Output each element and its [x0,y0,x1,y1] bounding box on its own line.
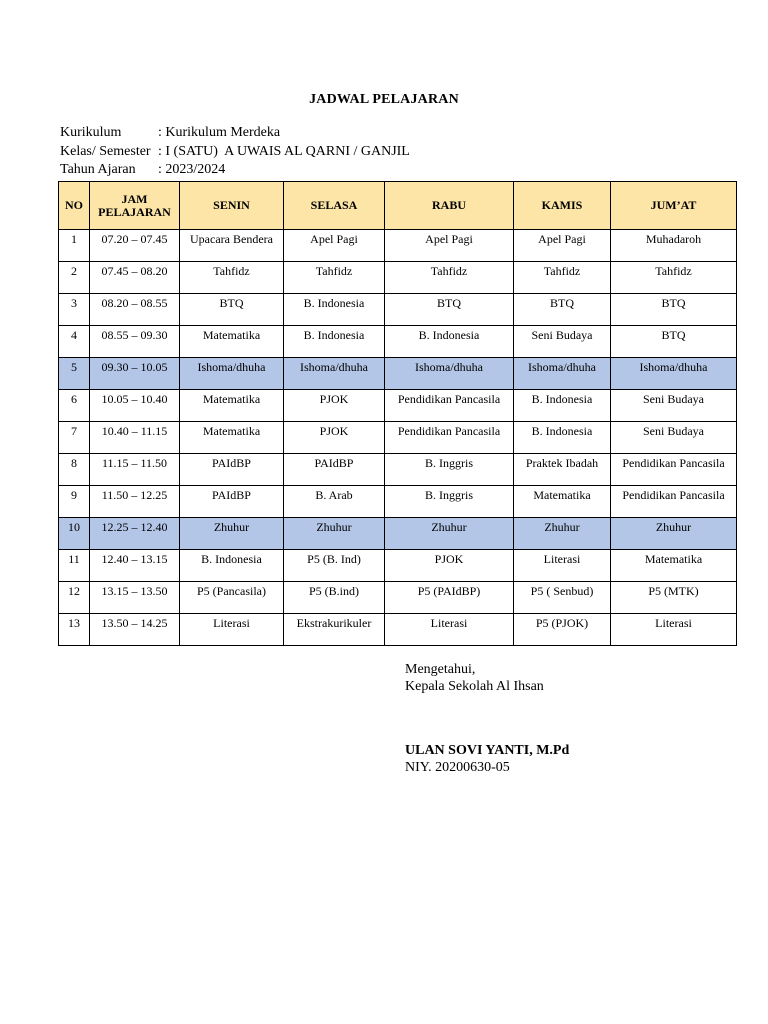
cell-jam: 07.20 – 07.45 [90,230,180,262]
cell-senin: BTQ [180,294,284,326]
table-row [59,518,737,550]
cell-senin: Tahfidz [180,262,284,294]
table-row [59,550,737,582]
cell-senin: Matematika [180,422,284,454]
cell-jam: 08.55 – 09.30 [90,326,180,358]
signature-name: ULAN SOVI YANTI, M.Pd [405,743,570,758]
cell-rabu: Pendidikan Pancasila [385,390,514,422]
table-row [59,358,737,390]
cell-jumat: Muhadaroh [611,230,737,262]
cell-no: 5 [59,358,90,390]
cell-no: 9 [59,486,90,518]
header-kamis: KAMIS [514,182,611,230]
header-jumat: JUM’AT [611,182,737,230]
cell-rabu: Ishoma/dhuha [385,358,514,390]
cell-jam: 13.15 – 13.50 [90,582,180,614]
cell-selasa: Zhuhur [284,518,385,550]
page-title: JADWAL PELAJARAN [309,92,459,107]
cell-jumat: Matematika [611,550,737,582]
cell-jam: 11.15 – 11.50 [90,454,180,486]
cell-jumat: Pendidikan Pancasila [611,486,737,518]
cell-kamis: P5 (PJOK) [514,614,611,646]
cell-no: 4 [59,326,90,358]
cell-kamis: Ishoma/dhuha [514,358,611,390]
cell-rabu: B. Indonesia [385,326,514,358]
cell-jam: 11.50 – 12.25 [90,486,180,518]
signature-line1: Mengetahui, [405,662,476,677]
cell-no: 7 [59,422,90,454]
cell-no: 1 [59,230,90,262]
meta-row-kelas [60,143,410,162]
cell-selasa: P5 (B. Ind) [284,550,385,582]
cell-rabu: Zhuhur [385,518,514,550]
cell-kamis: B. Indonesia [514,390,611,422]
cell-senin: P5 (Pancasila) [180,582,284,614]
cell-senin: Ishoma/dhuha [180,358,284,390]
table-row [59,614,737,646]
table-row [59,230,737,262]
cell-kamis: Seni Budaya [514,326,611,358]
signature-block [405,661,544,695]
cell-jumat: P5 (MTK) [611,582,737,614]
cell-selasa: PJOK [284,422,385,454]
cell-no: 11 [59,550,90,582]
signature-niy: NIY. 20200630-05 [405,760,510,775]
cell-selasa: P5 (B.ind) [284,582,385,614]
cell-jam: 09.30 – 10.05 [90,358,180,390]
cell-senin: Matematika [180,390,284,422]
cell-no: 3 [59,294,90,326]
header-rabu: RABU [385,182,514,230]
table-row [59,422,737,454]
cell-jumat: Tahfidz [611,262,737,294]
cell-selasa: Apel Pagi [284,230,385,262]
cell-jumat: Ishoma/dhuha [611,358,737,390]
cell-no: 2 [59,262,90,294]
cell-jam: 07.45 – 08.20 [90,262,180,294]
cell-rabu: B. Inggris [385,454,514,486]
meta-value: : I (SATU) A UWAIS AL QARNI / GANJIL [158,143,410,159]
cell-selasa: PJOK [284,390,385,422]
meta-info [60,124,410,180]
table-row [59,390,737,422]
cell-kamis: Literasi [514,550,611,582]
cell-selasa: Ishoma/dhuha [284,358,385,390]
table-row [59,294,737,326]
cell-jumat: Seni Budaya [611,422,737,454]
table-row [59,582,737,614]
meta-row-kurikulum [60,124,410,143]
meta-label: Tahun Ajaran [60,162,136,177]
cell-jam: 10.05 – 10.40 [90,390,180,422]
cell-jumat: Seni Budaya [611,390,737,422]
cell-no: 8 [59,454,90,486]
cell-rabu: BTQ [385,294,514,326]
header-senin: SENIN [180,182,284,230]
cell-senin: Upacara Bendera [180,230,284,262]
cell-jumat: BTQ [611,294,737,326]
cell-selasa: Tahfidz [284,262,385,294]
cell-jam: 08.20 – 08.55 [90,294,180,326]
table-row [59,486,737,518]
meta-label: Kelas/ Semester [60,143,151,159]
cell-kamis: B. Indonesia [514,422,611,454]
cell-rabu: Tahfidz [385,262,514,294]
cell-jam: 12.25 – 12.40 [90,518,180,550]
cell-no: 13 [59,614,90,646]
cell-jumat: Pendidikan Pancasila [611,454,737,486]
cell-senin: Zhuhur [180,518,284,550]
cell-senin: B. Indonesia [180,550,284,582]
cell-rabu: Pendidikan Pancasila [385,422,514,454]
table-row [59,454,737,486]
signature-name-block [405,742,569,776]
cell-jam: 12.40 – 13.15 [90,550,180,582]
cell-rabu: PJOK [385,550,514,582]
cell-selasa: B. Arab [284,486,385,518]
table-row [59,262,737,294]
cell-kamis: Praktek Ibadah [514,454,611,486]
table-header-row [59,182,737,230]
cell-senin: PAIdBP [180,454,284,486]
cell-kamis: Tahfidz [514,262,611,294]
cell-jam: 13.50 – 14.25 [90,614,180,646]
meta-row-tahun [60,161,410,180]
cell-kamis: P5 ( Senbud) [514,582,611,614]
header-selasa: SELASA [284,182,385,230]
cell-selasa: B. Indonesia [284,326,385,358]
cell-kamis: Matematika [514,486,611,518]
cell-senin: Literasi [180,614,284,646]
cell-jumat: Literasi [611,614,737,646]
cell-no: 10 [59,518,90,550]
cell-rabu: Literasi [385,614,514,646]
cell-kamis: Apel Pagi [514,230,611,262]
meta-value: : Kurikulum Merdeka [158,125,281,140]
cell-no: 12 [59,582,90,614]
cell-selasa: B. Indonesia [284,294,385,326]
cell-jam: 10.40 – 11.15 [90,422,180,454]
cell-jumat: Zhuhur [611,518,737,550]
meta-value: : 2023/2024 [158,162,226,177]
cell-rabu: P5 (PAIdBP) [385,582,514,614]
cell-rabu: B. Inggris [385,486,514,518]
table-row [59,326,737,358]
cell-kamis: BTQ [514,294,611,326]
cell-rabu: Apel Pagi [385,230,514,262]
header-jam: JAM PELAJARAN [90,182,180,230]
cell-senin: Matematika [180,326,284,358]
cell-kamis: Zhuhur [514,518,611,550]
cell-selasa: PAIdBP [284,454,385,486]
header-no: NO [59,182,90,230]
meta-label: Kurikulum [60,125,122,140]
cell-selasa: Ekstrakurikuler [284,614,385,646]
cell-jumat: BTQ [611,326,737,358]
cell-no: 6 [59,390,90,422]
cell-senin: PAIdBP [180,486,284,518]
schedule-table [58,181,737,646]
signature-line2: Kepala Sekolah Al Ihsan [405,679,544,694]
